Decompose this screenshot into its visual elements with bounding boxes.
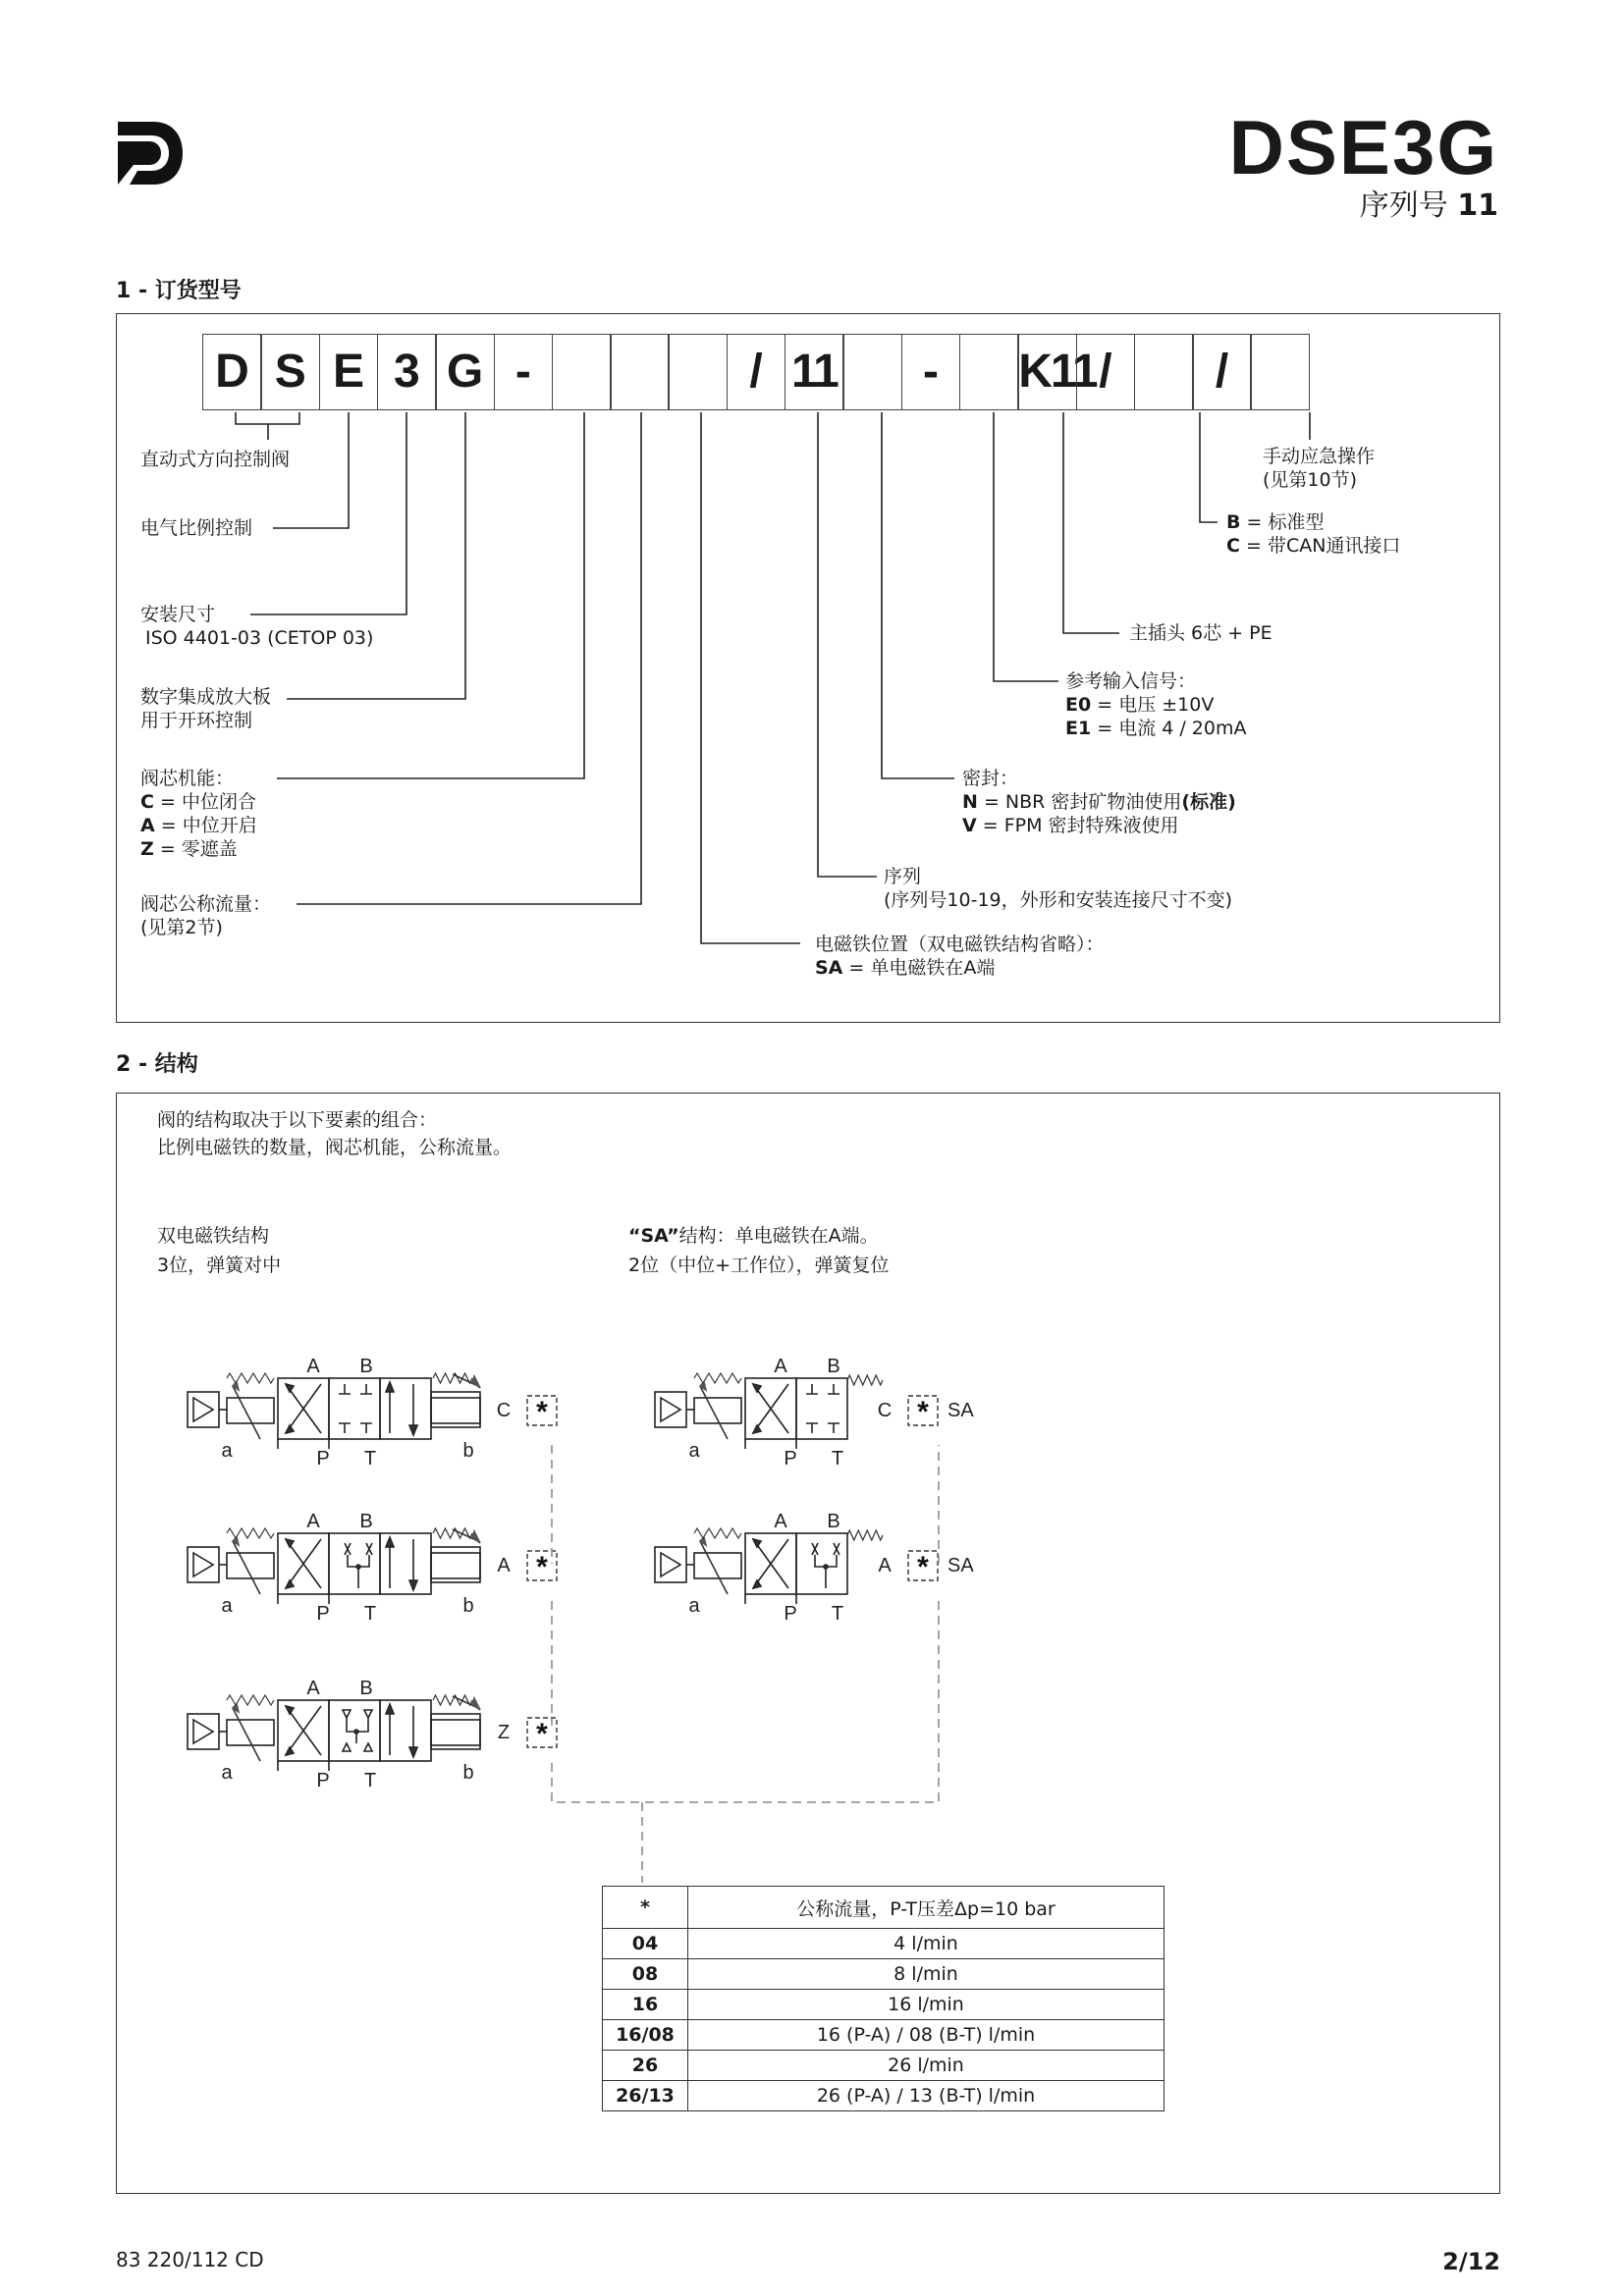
label-manual-2: (见第10节)	[1263, 469, 1358, 491]
port-a-label: A	[306, 1511, 320, 1532]
nominal-flow-table	[602, 1886, 1164, 2111]
model-title: DSE3G	[1228, 104, 1498, 190]
table-row	[603, 1990, 1164, 2020]
document-number: 83 220/112 CD	[116, 2248, 264, 2271]
flow-code-star: *	[536, 1718, 548, 1750]
port-b-label: B	[827, 1356, 840, 1377]
label-size-title: 安装尺寸	[140, 604, 216, 625]
label-series-title: 序列	[884, 866, 922, 887]
flow-code-cell: 04	[603, 1929, 688, 1959]
flow-code-cell: 26/13	[603, 2081, 688, 2111]
seal-n-key: N	[962, 791, 978, 813]
spool-code-label: A	[878, 1555, 892, 1576]
spool-c-text: = 中位闭合	[153, 791, 256, 813]
flow-code-cell: 16	[603, 1990, 688, 2020]
section2-title: 2 - 结构	[116, 1052, 198, 1077]
flow-code-star: *	[536, 1551, 548, 1583]
seal-v-key: V	[962, 815, 977, 836]
table-header-row	[603, 1887, 1164, 1929]
flow-code-cell: 16/08	[603, 2020, 688, 2051]
port-b-label: B	[359, 1356, 373, 1377]
table-row	[603, 2051, 1164, 2081]
series-number: 11	[1457, 188, 1498, 223]
label-flow-2: (见第2节)	[140, 917, 223, 938]
intro-line-2: 比例电磁铁的数量，阀芯机能，公称流量。	[157, 1137, 513, 1158]
flow-code-star: *	[536, 1396, 548, 1428]
spool-z-key: Z	[140, 838, 154, 860]
version-c-text: = 带CAN通讯接口	[1239, 535, 1401, 557]
spool-z-text: = 零遮盖	[153, 838, 238, 860]
ref-e0-text: = 电压 ±10V	[1091, 694, 1215, 716]
single-sa-text: 结构：单电磁铁在A端。	[678, 1225, 879, 1247]
solenoid-a-label: a	[688, 1595, 700, 1617]
code-cell: S	[260, 334, 320, 410]
spool-code-label: Z	[497, 1722, 511, 1743]
table-header-code: *	[603, 1887, 688, 1929]
code-cell: G	[435, 334, 495, 410]
flow-desc-cell: 16 (P-A) / 08 (B-T) l/min	[688, 2020, 1164, 2051]
label-manual-1: 手动应急操作	[1263, 446, 1376, 467]
table-row	[603, 1959, 1164, 1990]
label-spool-title: 阀芯机能：	[140, 768, 235, 789]
port-p-label: P	[316, 1770, 330, 1791]
port-t-label: T	[363, 1770, 377, 1791]
code-cell: /	[1192, 334, 1252, 410]
sa-label: SA	[947, 1555, 974, 1576]
version-c-key: C	[1226, 535, 1240, 557]
flow-code-star: *	[917, 1551, 929, 1583]
flow-desc-cell: 4 l/min	[688, 1929, 1164, 1959]
page-number: 2/12	[1442, 2248, 1500, 2275]
label-seal-title: 密封：	[962, 768, 1019, 789]
port-p-label: P	[316, 1603, 330, 1625]
code-cell: 11	[785, 334, 844, 410]
port-t-label: T	[831, 1448, 844, 1469]
code-cell: -	[901, 334, 961, 410]
version-b-key: B	[1226, 511, 1241, 533]
seal-n-standard: (标准)	[1181, 791, 1236, 813]
solenoid-b-label: b	[462, 1595, 474, 1617]
seal-n-text: = NBR 密封矿物油使用	[977, 791, 1182, 813]
flow-desc-cell: 26 (P-A) / 13 (B-T) l/min	[688, 2081, 1164, 2111]
port-a-label: A	[774, 1356, 787, 1377]
spool-code-label: A	[497, 1555, 511, 1576]
solenoid-a-label: a	[221, 1595, 233, 1617]
label-direct: 直动式方向控制阀	[140, 449, 291, 470]
spool-a-key: A	[140, 815, 155, 836]
label-proportional: 电气比例控制	[140, 517, 253, 539]
label-flow-1: 阀芯公称流量：	[140, 893, 272, 915]
version-b-text: = 标准型	[1240, 511, 1325, 533]
intro-line-1: 阀的结构取决于以下要素的组合：	[157, 1109, 438, 1131]
code-cell: D	[202, 334, 262, 410]
double-solenoid-desc: 3位，弹簧对中	[157, 1255, 282, 1276]
code-cell: /	[1076, 334, 1136, 410]
series-label-text: 序列号	[1359, 188, 1448, 223]
solenoid-sa-key: SA	[815, 957, 843, 979]
port-t-label: T	[363, 1448, 377, 1469]
double-solenoid-title: 双电磁铁结构	[157, 1225, 270, 1247]
solenoid-sa-text: = 单电磁铁在A端	[842, 957, 996, 979]
ref-e0-key: E0	[1065, 694, 1092, 716]
label-ref-title: 参考输入信号：	[1065, 670, 1197, 692]
solenoid-b-label: b	[462, 1440, 474, 1462]
label-solenoid-title: 电磁铁位置（双电磁铁结构省略）：	[815, 934, 1105, 955]
port-p-label: P	[784, 1603, 797, 1625]
solenoid-a-label: a	[221, 1440, 233, 1462]
label-connector: 主插头 6芯 + PE	[1129, 622, 1272, 644]
spool-code-label: C	[496, 1400, 512, 1421]
single-solenoid-desc: 2位（中位+工作位），弹簧复位	[628, 1255, 890, 1276]
flow-desc-cell: 8 l/min	[688, 1959, 1164, 1990]
port-b-label: B	[827, 1511, 840, 1532]
ref-e1-key: E1	[1065, 718, 1092, 739]
port-a-label: A	[306, 1356, 320, 1377]
section1-title: 1 - 订货型号	[116, 279, 242, 303]
code-cell: -	[494, 334, 554, 410]
spool-code-label: C	[877, 1400, 893, 1421]
sa-label: SA	[947, 1400, 974, 1421]
flow-code-cell: 08	[603, 1959, 688, 1990]
code-cell: 3	[377, 334, 437, 410]
seal-v-text: = FPM 密封特殊液使用	[976, 815, 1179, 836]
label-series-note: (序列号10-19，外形和安装连接尺寸不变)	[884, 889, 1233, 911]
spool-a-text: = 中位开启	[154, 815, 257, 836]
code-cell: K11	[1017, 334, 1077, 410]
table-row	[603, 1929, 1164, 1959]
solenoid-a-label: a	[221, 1762, 233, 1784]
flow-code-cell: 26	[603, 2051, 688, 2081]
flow-code-star: *	[917, 1396, 929, 1428]
spool-c-key: C	[140, 791, 154, 813]
table-header-desc: 公称流量，P-T压差Δp=10 bar	[688, 1887, 1164, 1929]
table-row	[603, 2081, 1164, 2111]
flow-desc-cell: 16 l/min	[688, 1990, 1164, 2020]
port-a-label: A	[306, 1678, 320, 1699]
table-row	[603, 2020, 1164, 2051]
port-p-label: P	[784, 1448, 797, 1469]
port-t-label: T	[831, 1603, 844, 1625]
label-digital-2: 用于开环控制	[140, 710, 253, 731]
single-sa-code: “SA”	[628, 1225, 679, 1247]
port-a-label: A	[774, 1511, 787, 1532]
ref-e1-text: = 电流 4 / 20mA	[1091, 718, 1247, 739]
label-size-value: ISO 4401-03 (CETOP 03)	[145, 627, 374, 649]
solenoid-a-label: a	[688, 1440, 700, 1462]
label-digital-1: 数字集成放大板	[140, 686, 272, 708]
solenoid-b-label: b	[462, 1762, 474, 1784]
table-body	[603, 1929, 1164, 2111]
port-b-label: B	[359, 1678, 373, 1699]
port-t-label: T	[363, 1603, 377, 1625]
flow-desc-cell: 26 l/min	[688, 2051, 1164, 2081]
code-cell: E	[319, 334, 379, 410]
code-cell: /	[727, 334, 786, 410]
port-b-label: B	[359, 1511, 373, 1532]
port-p-label: P	[316, 1448, 330, 1469]
